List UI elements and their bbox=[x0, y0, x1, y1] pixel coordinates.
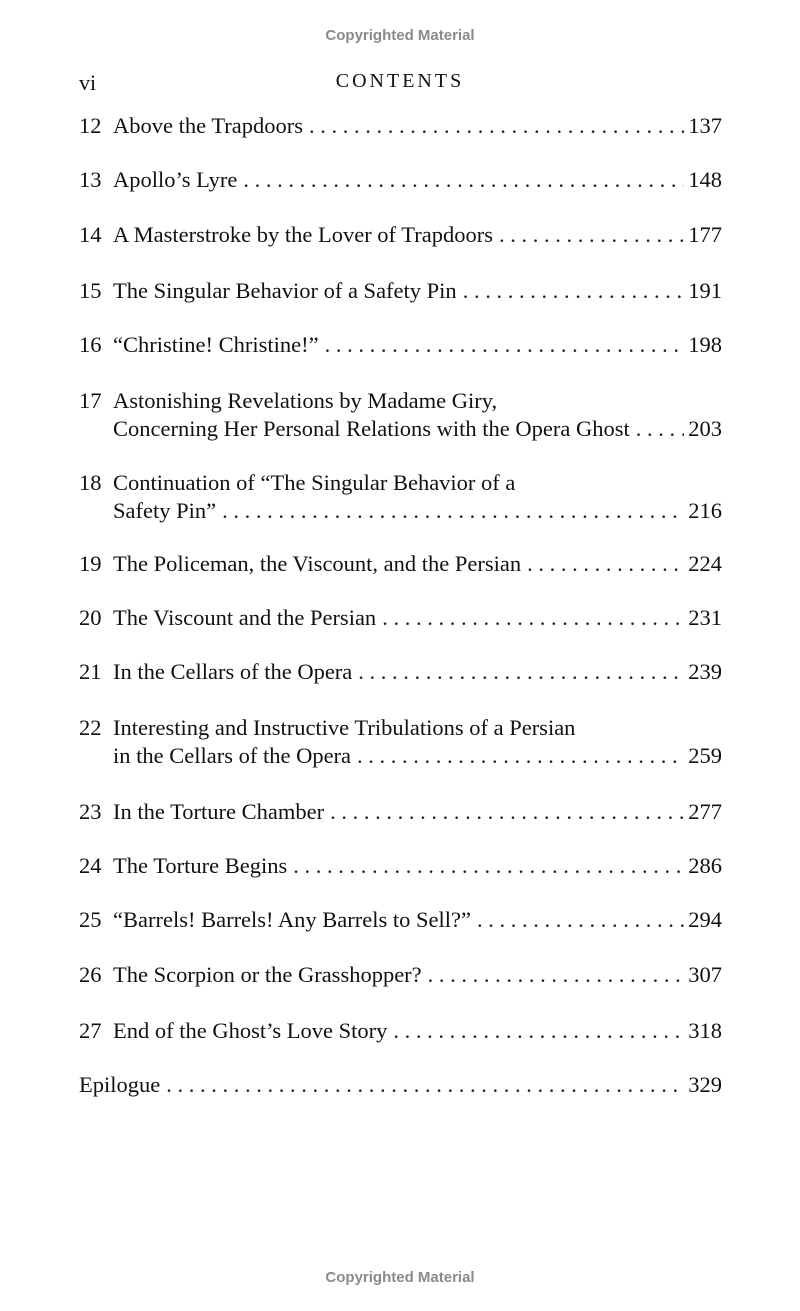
dot-leader bbox=[166, 1071, 684, 1099]
dot-leader bbox=[636, 415, 684, 443]
toc-entry[interactable] bbox=[79, 166, 722, 194]
dot-leader bbox=[477, 906, 684, 934]
copyright-watermark-bottom: Copyrighted Material bbox=[325, 1269, 475, 1286]
dot-leader bbox=[293, 852, 684, 880]
chapter-title: Concerning Her Personal Relations with the Opera Ghost bbox=[113, 416, 630, 441]
chapter-title: in the Cellars of the Opera bbox=[113, 743, 352, 768]
chapter-title: End of the Ghost’s Love Story bbox=[113, 1018, 388, 1043]
page-number-ref: 329 bbox=[688, 1072, 722, 1097]
chapter-title: Epilogue bbox=[79, 1072, 161, 1097]
dot-leader bbox=[463, 277, 685, 305]
dot-leader bbox=[527, 550, 684, 578]
chapter-number: 19 bbox=[79, 551, 102, 576]
chapter-title: The Scorpion or the Grasshopper? bbox=[113, 962, 422, 987]
running-head: CONTENTS bbox=[335, 70, 465, 92]
chapter-title: “Christine! Christine!” bbox=[113, 332, 319, 357]
toc-entry[interactable] bbox=[79, 798, 722, 826]
toc-entry[interactable] bbox=[79, 387, 722, 443]
chapter-title: The Singular Behavior of a Safety Pin bbox=[113, 278, 457, 303]
chapter-number: 14 bbox=[79, 222, 102, 247]
dot-leader bbox=[428, 961, 685, 989]
chapter-title: Safety Pin” bbox=[113, 498, 217, 523]
toc-entry[interactable] bbox=[79, 604, 722, 632]
dot-leader bbox=[330, 798, 684, 826]
toc-entry[interactable] bbox=[79, 1071, 722, 1099]
page-number-ref: 307 bbox=[688, 962, 722, 987]
table-of-contents bbox=[79, 0, 722, 1311]
page-number-ref: 137 bbox=[688, 113, 722, 138]
chapter-title: A Masterstroke by the Lover of Trapdoors bbox=[113, 222, 493, 247]
page-number-ref: 148 bbox=[688, 167, 722, 192]
chapter-number: 24 bbox=[79, 853, 102, 878]
chapter-title: In the Cellars of the Opera bbox=[113, 659, 353, 684]
page-number-ref: 294 bbox=[688, 907, 722, 932]
chapter-number: 23 bbox=[79, 799, 102, 824]
chapter-number: 16 bbox=[79, 332, 102, 357]
page-number-ref: 191 bbox=[688, 278, 722, 303]
page-number-ref: 203 bbox=[688, 416, 722, 441]
dot-leader bbox=[358, 658, 684, 686]
chapter-number: 13 bbox=[79, 167, 102, 192]
page-number-ref: 259 bbox=[688, 743, 722, 768]
chapter-title: The Policeman, the Viscount, and the Persian bbox=[113, 551, 522, 576]
page-number-ref: 177 bbox=[688, 222, 722, 247]
page-number-ref: 286 bbox=[688, 853, 722, 878]
chapter-number: 26 bbox=[79, 962, 102, 987]
page-number-ref: 224 bbox=[688, 551, 722, 576]
chapter-number: 18 bbox=[79, 470, 102, 495]
copyright-watermark-top: Copyrighted Material bbox=[325, 27, 475, 44]
chapter-number: 17 bbox=[79, 388, 102, 413]
page-number-ref: 198 bbox=[688, 332, 722, 357]
toc-entry[interactable] bbox=[79, 331, 722, 359]
toc-entry[interactable] bbox=[79, 961, 722, 989]
page-number-ref: 239 bbox=[688, 659, 722, 684]
page-number-ref: 231 bbox=[688, 605, 722, 630]
toc-entry[interactable] bbox=[79, 714, 722, 770]
chapter-number: 21 bbox=[79, 659, 102, 684]
toc-entry[interactable] bbox=[79, 221, 722, 249]
chapter-title: The Viscount and the Persian bbox=[113, 605, 377, 630]
dot-leader bbox=[243, 166, 684, 194]
chapter-number: 25 bbox=[79, 907, 102, 932]
page-number-ref: 277 bbox=[688, 799, 722, 824]
chapter-title: Interesting and Instructive Tribulations of a Persian bbox=[113, 715, 576, 740]
chapter-number: 27 bbox=[79, 1018, 102, 1043]
page-number-ref: 318 bbox=[688, 1018, 722, 1043]
chapter-title: The Torture Begins bbox=[113, 853, 288, 878]
chapter-title: Apollo’s Lyre bbox=[113, 167, 238, 192]
toc-entry[interactable] bbox=[79, 277, 722, 305]
chapter-title: Above the Trapdoors bbox=[113, 113, 303, 138]
toc-entry[interactable] bbox=[79, 1017, 722, 1045]
dot-leader bbox=[382, 604, 684, 632]
chapter-title: “Barrels! Barrels! Any Barrels to Sell?” bbox=[113, 907, 472, 932]
chapter-number: 20 bbox=[79, 605, 102, 630]
toc-entry[interactable] bbox=[79, 469, 722, 525]
toc-entry[interactable] bbox=[79, 906, 722, 934]
page-number: vi bbox=[79, 70, 97, 95]
dot-leader bbox=[222, 497, 684, 525]
page-number-ref: 216 bbox=[688, 498, 722, 523]
dot-leader bbox=[357, 742, 684, 770]
chapter-number: 22 bbox=[79, 715, 102, 740]
dot-leader bbox=[393, 1017, 684, 1045]
chapter-title: In the Torture Chamber bbox=[113, 799, 325, 824]
toc-entry[interactable] bbox=[79, 658, 722, 686]
dot-leader bbox=[325, 331, 685, 359]
dot-leader bbox=[499, 221, 684, 249]
chapter-title: Continuation of “The Singular Behavior of a bbox=[113, 470, 516, 495]
chapter-number: 15 bbox=[79, 278, 102, 303]
chapter-number: 12 bbox=[79, 113, 102, 138]
dot-leader bbox=[309, 112, 684, 140]
toc-entry[interactable] bbox=[79, 852, 722, 880]
toc-entry[interactable] bbox=[79, 112, 722, 140]
chapter-title: Astonishing Revelations by Madame Giry, bbox=[113, 388, 498, 413]
toc-entry[interactable] bbox=[79, 550, 722, 578]
